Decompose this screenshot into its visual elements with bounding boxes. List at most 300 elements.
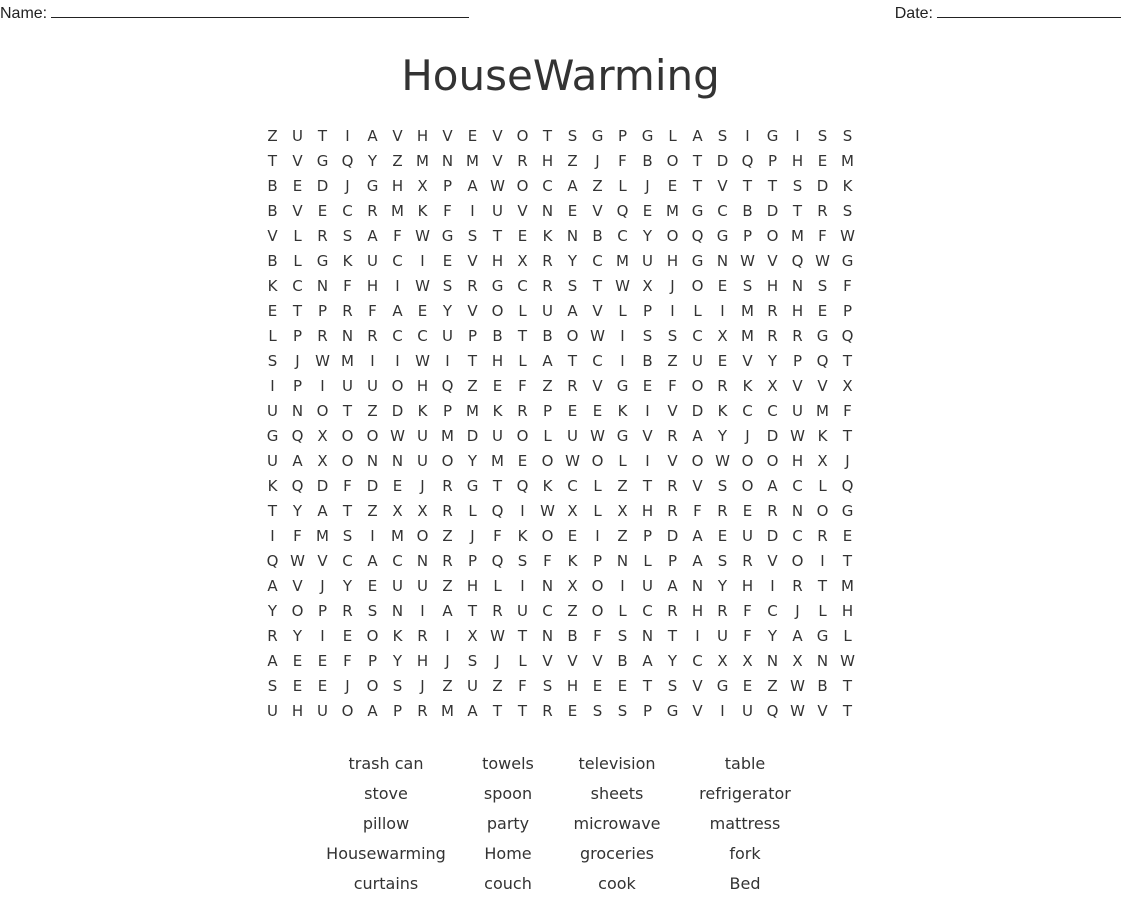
grid-letter: F [543, 552, 552, 570]
grid-letter: E [517, 452, 528, 470]
grid-letter: I [620, 327, 625, 345]
grid-letter: X [417, 502, 428, 520]
grid-letter: T [517, 327, 528, 345]
grid-letter: X [317, 452, 328, 470]
grid-letter: N [791, 502, 804, 520]
grid-letter: R [367, 327, 378, 345]
grid-letter: M [466, 402, 479, 420]
grid-letter: R [792, 327, 803, 345]
grid-letter: C [392, 552, 403, 570]
grid-letter: V [592, 202, 603, 220]
grid-letter: C [717, 202, 728, 220]
grid-letter: X [717, 327, 728, 345]
word-bank-row [0, 839, 1121, 869]
grid-letter: T [767, 177, 778, 195]
grid-letter: F [843, 277, 852, 295]
word-bank-item: party [486, 814, 530, 833]
grid-letter: W [715, 452, 730, 470]
grid-row [260, 524, 860, 549]
grid-letter: U [267, 402, 278, 420]
grid-letter: D [766, 202, 779, 220]
grid-letter: U [517, 602, 528, 620]
grid-letter: K [267, 477, 278, 495]
grid-letter: Z [567, 152, 578, 170]
grid-letter: S [717, 127, 728, 145]
grid-letter: M [741, 302, 754, 320]
grid-letter: G [616, 427, 629, 445]
grid-letter: T [467, 352, 478, 370]
grid-letter: Q [791, 252, 804, 270]
grid-letter: S [442, 277, 453, 295]
grid-row [260, 299, 860, 324]
grid-letter: Z [592, 177, 603, 195]
grid-letter: S [717, 552, 728, 570]
grid-letter: R [717, 377, 728, 395]
word-bank-item: television [578, 754, 656, 773]
grid-letter: H [291, 702, 304, 720]
grid-letter: Z [617, 477, 628, 495]
grid-letter: K [742, 377, 753, 395]
grid-letter: I [445, 352, 450, 370]
grid-letter: A [267, 577, 278, 595]
grid-row [260, 324, 860, 349]
grid-letter: L [693, 302, 702, 320]
grid-letter: P [542, 402, 553, 420]
grid-letter: H [416, 377, 429, 395]
grid-letter: G [841, 252, 854, 270]
grid-letter: C [642, 602, 653, 620]
grid-letter: S [842, 127, 853, 145]
grid-letter: M [341, 352, 354, 370]
grid-letter: M [441, 427, 454, 445]
grid-letter: D [766, 427, 779, 445]
grid-letter: F [293, 527, 302, 545]
grid-letter: O [666, 152, 679, 170]
grid-letter: O [316, 402, 329, 420]
grid-letter: H [416, 652, 429, 670]
grid-letter: A [567, 302, 578, 320]
grid-letter: S [467, 227, 478, 245]
grid-letter: E [492, 377, 503, 395]
grid-letter: V [767, 552, 778, 570]
grid-letter: U [267, 702, 278, 720]
grid-letter: W [840, 227, 855, 245]
grid-letter: F [443, 202, 452, 220]
grid-letter: U [492, 202, 503, 220]
grid-letter: U [492, 427, 503, 445]
grid-letter: U [542, 302, 553, 320]
grid-letter: E [442, 252, 453, 270]
grid-letter: A [267, 652, 278, 670]
grid-letter: Y [292, 627, 303, 645]
grid-letter: I [720, 702, 725, 720]
grid-letter: K [392, 627, 403, 645]
grid-letter: G [616, 377, 629, 395]
grid-letter: O [341, 452, 354, 470]
grid-letter: J [470, 527, 475, 545]
grid-letter: I [370, 527, 375, 545]
grid-letter: G [666, 702, 679, 720]
grid-letter: E [617, 677, 628, 695]
grid-letter: R [667, 502, 678, 520]
grid-letter: C [567, 477, 578, 495]
grid-letter: V [817, 377, 828, 395]
grid-letter: R [717, 502, 728, 520]
grid-letter: R [317, 227, 328, 245]
grid-letter: R [367, 202, 378, 220]
grid-letter: Q [266, 552, 279, 570]
grid-letter: K [417, 202, 428, 220]
grid-letter: M [741, 327, 754, 345]
grid-letter: L [643, 552, 652, 570]
grid-letter: W [840, 652, 855, 670]
grid-letter: L [593, 502, 602, 520]
grid-letter: V [492, 152, 503, 170]
word-bank-item: spoon [483, 784, 533, 803]
grid-letter: L [618, 177, 627, 195]
grid-letter: O [541, 452, 554, 470]
grid-letter: F [743, 602, 752, 620]
grid-letter: P [442, 177, 453, 195]
grid-letter: A [692, 427, 703, 445]
grid-letter: P [742, 227, 753, 245]
grid-letter: S [342, 227, 353, 245]
grid-letter: W [790, 702, 805, 720]
grid-letter: H [491, 352, 504, 370]
grid-letter: R [492, 602, 503, 620]
grid-letter: Y [392, 652, 403, 670]
grid-letter: K [542, 227, 553, 245]
grid-letter: W [490, 627, 505, 645]
grid-row [260, 149, 860, 174]
grid-letter: E [342, 627, 353, 645]
grid-letter: B [267, 202, 278, 220]
grid-row [260, 649, 860, 674]
grid-letter: D [691, 402, 704, 420]
grid-letter: C [592, 252, 603, 270]
grid-letter: W [615, 277, 630, 295]
grid-letter: T [842, 427, 853, 445]
grid-letter: P [642, 527, 653, 545]
grid-letter: T [792, 202, 803, 220]
grid-letter: C [417, 327, 428, 345]
grid-letter: Q [441, 377, 454, 395]
grid-letter: F [518, 677, 527, 695]
grid-letter: U [417, 452, 428, 470]
grid-letter: O [541, 527, 554, 545]
grid-letter: C [392, 327, 403, 345]
grid-letter: E [317, 677, 328, 695]
grid-letter: N [766, 652, 779, 670]
grid-letter: G [366, 177, 379, 195]
grid-letter: N [791, 277, 804, 295]
grid-letter: B [267, 252, 278, 270]
grid-letter: E [417, 302, 428, 320]
grid-letter: E [567, 702, 578, 720]
grid-letter: T [342, 402, 353, 420]
grid-letter: U [267, 452, 278, 470]
grid-letter: K [842, 177, 853, 195]
grid-letter: O [491, 302, 504, 320]
grid-letter: T [267, 152, 278, 170]
grid-letter: Q [291, 477, 304, 495]
grid-letter: P [642, 702, 653, 720]
grid-letter: K [342, 252, 353, 270]
grid-letter: J [495, 652, 500, 670]
grid-letter: O [766, 452, 779, 470]
grid-letter: R [342, 602, 353, 620]
grid-letter: X [817, 452, 828, 470]
grid-letter: H [416, 127, 429, 145]
grid-letter: G [316, 152, 329, 170]
grid-letter: P [467, 327, 478, 345]
grid-letter: D [716, 152, 729, 170]
grid-letter: C [767, 402, 778, 420]
grid-letter: F [818, 227, 827, 245]
grid-letter: A [567, 177, 578, 195]
grid-letter: L [293, 227, 302, 245]
grid-letter: P [767, 152, 778, 170]
grid-letter: L [618, 602, 627, 620]
grid-letter: I [320, 377, 325, 395]
grid-letter: G [716, 677, 729, 695]
grid-letter: K [267, 277, 278, 295]
grid-letter: A [292, 452, 303, 470]
word-bank-item: fork [729, 844, 761, 863]
grid-letter: J [320, 577, 325, 595]
grid-letter: F [368, 302, 377, 320]
grid-letter: K [492, 402, 503, 420]
grid-letter: K [417, 402, 428, 420]
grid-letter: T [292, 302, 303, 320]
grid-letter: J [745, 427, 750, 445]
grid-letter: R [792, 577, 803, 595]
grid-letter: Y [767, 627, 778, 645]
grid-letter: U [742, 702, 753, 720]
grid-letter: L [618, 302, 627, 320]
grid-letter: T [592, 277, 603, 295]
grid-letter: O [366, 677, 379, 695]
grid-letter: U [567, 427, 578, 445]
grid-letter: X [567, 577, 578, 595]
grid-letter: Y [342, 577, 353, 595]
letter-grid [260, 124, 860, 724]
grid-letter: P [367, 652, 378, 670]
grid-letter: A [692, 527, 703, 545]
grid-letter: F [493, 527, 502, 545]
grid-letter: X [417, 177, 428, 195]
grid-letter: S [392, 677, 403, 695]
grid-letter: I [770, 577, 775, 595]
grid-letter: R [717, 602, 728, 620]
grid-letter: H [366, 277, 379, 295]
grid-letter: B [492, 327, 503, 345]
grid-row [260, 249, 860, 274]
grid-letter: D [816, 177, 829, 195]
grid-letter: V [542, 652, 553, 670]
grid-letter: T [667, 627, 678, 645]
grid-letter: U [467, 677, 478, 695]
grid-letter: W [490, 177, 505, 195]
grid-letter: U [642, 577, 653, 595]
grid-letter: O [366, 427, 379, 445]
grid-letter: G [641, 127, 654, 145]
grid-letter: K [817, 427, 828, 445]
grid-letter: U [792, 402, 803, 420]
word-bank [0, 749, 1121, 899]
grid-letter: N [541, 202, 554, 220]
word-bank-item: refrigerator [699, 784, 791, 803]
grid-letter: Z [542, 377, 553, 395]
grid-letter: L [843, 627, 852, 645]
grid-letter: S [667, 327, 678, 345]
grid-letter: T [492, 477, 503, 495]
grid-letter: H [766, 277, 779, 295]
grid-letter: L [518, 652, 527, 670]
grid-letter: V [317, 552, 328, 570]
grid-letter: A [642, 652, 653, 670]
grid-letter: H [391, 177, 404, 195]
grid-letter: M [491, 452, 504, 470]
grid-letter: I [395, 277, 400, 295]
grid-letter: Q [291, 427, 304, 445]
grid-letter: S [267, 677, 278, 695]
grid-letter: S [467, 652, 478, 670]
grid-letter: V [792, 377, 803, 395]
grid-letter: O [341, 427, 354, 445]
grid-letter: C [742, 402, 753, 420]
grid-letter: W [790, 677, 805, 695]
grid-letter: E [317, 652, 328, 670]
grid-letter: G [466, 477, 479, 495]
grid-letter: O [516, 127, 529, 145]
grid-letter: L [818, 602, 827, 620]
grid-letter: I [520, 502, 525, 520]
grid-letter: L [268, 327, 277, 345]
grid-letter: I [370, 352, 375, 370]
word-bank-item: curtains [353, 874, 419, 893]
grid-letter: M [616, 252, 629, 270]
grid-letter: G [491, 277, 504, 295]
grid-letter: H [841, 602, 854, 620]
grid-letter: U [317, 702, 328, 720]
grid-letter: Z [442, 577, 453, 595]
word-bank-item: mattress [709, 814, 781, 833]
grid-letter: O [816, 502, 829, 520]
grid-letter: N [816, 652, 829, 670]
grid-letter: K [517, 527, 528, 545]
grid-letter: M [316, 527, 329, 545]
grid-letter: N [366, 452, 379, 470]
grid-letter: Q [691, 227, 704, 245]
grid-letter: P [317, 602, 328, 620]
grid-letter: R [667, 477, 678, 495]
grid-letter: T [567, 352, 578, 370]
grid-letter: S [617, 702, 628, 720]
grid-letter: N [441, 152, 454, 170]
grid-letter: W [390, 427, 405, 445]
grid-letter: O [441, 452, 454, 470]
grid-letter: N [641, 627, 654, 645]
page-title: HouseWarming [401, 51, 720, 100]
grid-letter: H [791, 302, 804, 320]
grid-letter: P [592, 552, 603, 570]
grid-letter: C [342, 552, 353, 570]
grid-letter: E [717, 527, 728, 545]
grid-letter: B [542, 327, 553, 345]
grid-letter: C [617, 227, 628, 245]
word-bank-item: Bed [729, 874, 761, 893]
grid-letter: Z [567, 602, 578, 620]
grid-letter: O [566, 327, 579, 345]
grid-letter: C [292, 277, 303, 295]
grid-letter: R [667, 602, 678, 620]
grid-letter: B [617, 652, 628, 670]
grid-letter: R [767, 302, 778, 320]
grid-letter: F [593, 627, 602, 645]
grid-letter: L [618, 452, 627, 470]
grid-letter: V [292, 577, 303, 595]
grid-letter: I [820, 552, 825, 570]
grid-letter: W [415, 277, 430, 295]
grid-letter: S [842, 202, 853, 220]
grid-letter: M [391, 202, 404, 220]
grid-letter: I [620, 577, 625, 595]
grid-letter: N [566, 227, 579, 245]
grid-letter: C [592, 352, 603, 370]
word-bank-item: groceries [579, 844, 655, 863]
grid-letter: P [642, 302, 653, 320]
grid-letter: L [593, 477, 602, 495]
grid-row [260, 199, 860, 224]
grid-letter: G [816, 627, 829, 645]
grid-letter: J [420, 477, 425, 495]
grid-letter: U [742, 527, 753, 545]
grid-letter: F [618, 152, 627, 170]
grid-letter: X [742, 652, 753, 670]
grid-letter: Q [491, 502, 504, 520]
grid-letter: R [317, 327, 328, 345]
grid-row [260, 624, 860, 649]
grid-letter: T [842, 552, 853, 570]
grid-letter: W [590, 427, 605, 445]
grid-letter: Z [367, 402, 378, 420]
grid-letter: R [442, 502, 453, 520]
grid-letter: K [542, 477, 553, 495]
grid-letter: G [441, 227, 454, 245]
grid-letter: P [317, 302, 328, 320]
grid-letter: E [742, 677, 753, 695]
grid-letter: A [367, 552, 378, 570]
grid-letter: O [591, 602, 604, 620]
grid-letter: J [595, 152, 600, 170]
grid-letter: N [616, 552, 629, 570]
grid-letter: T [642, 477, 653, 495]
grid-letter: S [517, 552, 528, 570]
grid-letter: V [517, 202, 528, 220]
grid-row [260, 424, 860, 449]
grid-letter: A [467, 702, 478, 720]
grid-letter: M [841, 577, 854, 595]
grid-letter: M [466, 152, 479, 170]
grid-letter: P [292, 377, 303, 395]
word-bank-row [0, 809, 1121, 839]
grid-letter: I [470, 202, 475, 220]
grid-letter: H [791, 452, 804, 470]
grid-letter: N [416, 552, 429, 570]
grid-letter: E [292, 177, 303, 195]
grid-letter: H [466, 577, 479, 595]
